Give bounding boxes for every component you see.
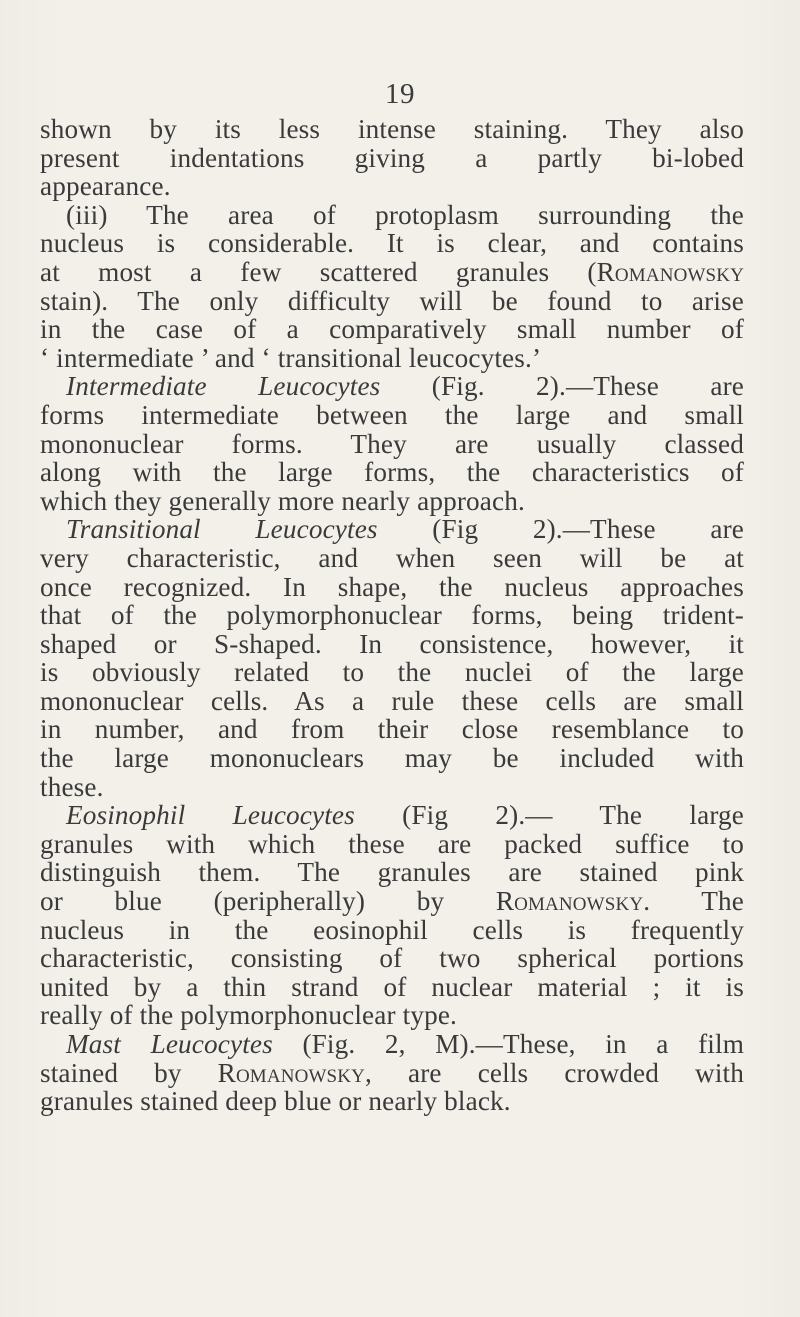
text-segment: stained by <box>40 1057 218 1088</box>
text-segment: (Fig. 2, M).—These, in a film <box>272 1029 744 1059</box>
page-number: 19 <box>385 78 415 110</box>
text-segment: , are cells crowded with <box>365 1057 744 1088</box>
text-segment: (Fig 2).—These are <box>377 514 744 545</box>
text-segment: (Fig 2).— The large <box>354 800 745 831</box>
text-line <box>40 487 744 516</box>
text-line <box>40 744 744 773</box>
text-line <box>40 458 744 487</box>
text-line <box>40 658 744 687</box>
text-line <box>40 344 744 373</box>
text-line <box>40 315 744 344</box>
text-line <box>40 115 744 144</box>
text-segment: . The <box>643 886 745 917</box>
text-segment: mononuclear forms. They are usually classed <box>40 428 744 459</box>
text-line <box>40 201 744 230</box>
text-line <box>40 1087 744 1116</box>
text-line <box>40 1059 744 1088</box>
text-segment: united by a thin strand of nuclear material ; it is <box>40 971 744 1002</box>
text-segment: stain). The only difficulty will be found to arise <box>40 285 744 316</box>
text-line <box>40 544 744 573</box>
text-line <box>40 144 744 173</box>
text-segment: nucleus in the eosinophil cells is frequently <box>40 914 744 945</box>
text-line <box>40 830 744 859</box>
text-segment: really of the polymorphonuclear type. <box>40 1000 457 1031</box>
text-segment: granules stained deep blue or nearly black. <box>40 1086 511 1117</box>
text-segment: these. <box>40 771 104 802</box>
text-line <box>40 687 744 716</box>
text-segment: forms intermediate between the large and small <box>40 399 744 430</box>
text-line <box>40 887 744 916</box>
text-segment: shaped or S-shaped. In consistence, however, it <box>40 628 744 659</box>
text-line <box>40 430 744 459</box>
text-line <box>40 229 744 258</box>
text-line <box>40 773 744 802</box>
text-line <box>40 172 744 201</box>
text-line <box>40 601 744 630</box>
text-segment: at most a few scattered granules ( <box>40 256 597 287</box>
text-line <box>40 973 744 1002</box>
italic-heading: Mast Leucocytes <box>66 1029 273 1059</box>
text-segment: in number, and from their close resemblance to <box>40 714 744 745</box>
text-line <box>40 801 744 830</box>
text-segment: shown by its less intense staining. They also <box>40 114 744 144</box>
italic-heading: Transitional Leucocytes <box>66 514 378 545</box>
text-line <box>40 1001 744 1030</box>
italic-heading: Intermediate Leucocytes <box>66 371 381 402</box>
text-segment: once recognized. In shape, the nucleus approaches <box>40 571 744 602</box>
text-segment: very characteristic, and when seen will be at <box>40 542 744 573</box>
text-segment: ‘ intermediate ’ and ‘ transitional leucocytes.’ <box>40 342 542 373</box>
text-segment: is obviously related to the nuclei of the large <box>40 657 744 688</box>
text-segment: which they generally more nearly approach. <box>40 485 525 516</box>
text-line <box>40 258 744 287</box>
small-caps-name: Romanowsky <box>596 256 744 287</box>
text-line <box>40 630 744 659</box>
text-segment: nucleus is considerable. It is clear, and contains <box>40 228 744 259</box>
text-segment: or blue (peripherally) by <box>40 886 496 917</box>
text-line <box>40 944 744 973</box>
text-segment: (Fig. 2).—These are <box>380 371 744 402</box>
small-caps-name: Romanowsky <box>495 886 644 917</box>
text-line <box>40 372 744 401</box>
text-segment: distinguish them. The granules are stained pink <box>40 857 744 888</box>
text-line <box>40 515 744 544</box>
text-line <box>40 715 744 744</box>
text-segment: in the case of a comparatively small number of <box>40 314 744 345</box>
text-segment: present indentations giving a partly bi-lobed <box>40 142 744 173</box>
text-segment: (iii) The area of protoplasm surrounding the <box>66 199 744 230</box>
text-segment: granules with which these are packed suffice to <box>40 828 744 859</box>
text-segment: the large mononuclears may be included with <box>40 743 744 774</box>
text-segment: mononuclear cells. As a rule these cells are small <box>40 685 744 716</box>
text-line <box>40 401 744 430</box>
text-segment: along with the large forms, the characteristics of <box>40 457 744 488</box>
body-text <box>40 115 744 1116</box>
text-line <box>40 287 744 316</box>
text-segment: characteristic, consisting of two spherical portions <box>40 943 744 974</box>
text-line <box>40 858 744 887</box>
text-line <box>40 573 744 602</box>
text-line <box>40 916 744 945</box>
small-caps-name: Romanowsky <box>217 1057 366 1088</box>
text-segment: appearance. <box>40 171 171 202</box>
text-line <box>40 1030 744 1059</box>
text-segment: that of the polymorphonuclear forms, being trident- <box>40 600 744 631</box>
italic-heading: Eosinophil Leucocytes <box>66 800 355 831</box>
